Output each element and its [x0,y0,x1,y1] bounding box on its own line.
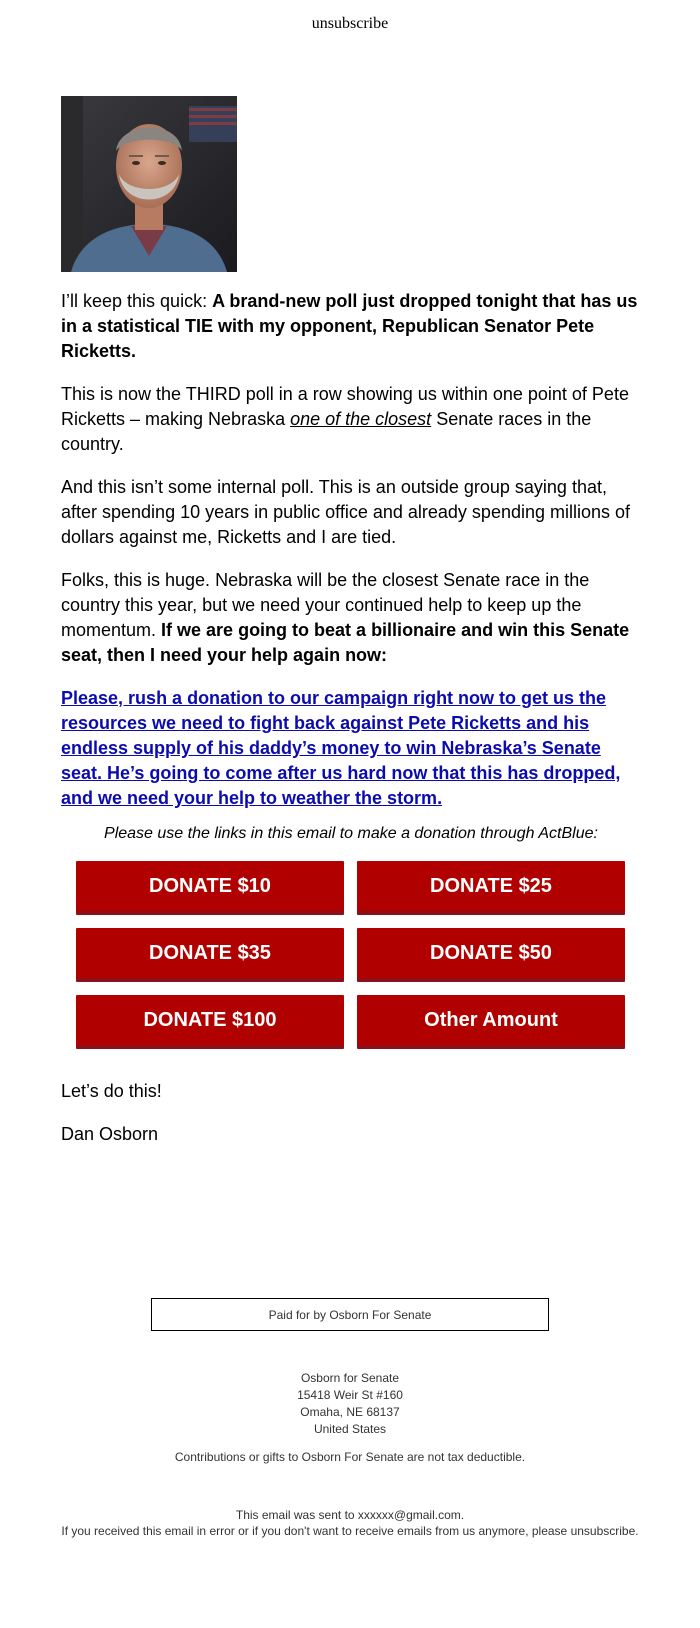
signature-name: Dan Osborn [61,1124,159,1144]
donate-25-button[interactable]: DONATE $25 [357,861,625,915]
donation-cta-link[interactable]: Please, rush a donation to our campaign right now to get us the resources we need to fight back against Pete Ricketts and his endless supply of his daddy’s money to win Nebraska’s Senate seat. He’s going to come after us hard now that this has dropped, and we need your help to weather the storm. [61,688,621,808]
sent-to-line: This email was sent to xxxxxx@gmail.com. [235,1508,465,1522]
candidate-photo [61,96,237,272]
unsubscribe-link-footer[interactable]: unsubscribe [570,1524,636,1538]
address-line: United States [313,1422,387,1436]
actblue-note: Please use the links in this email to make a donation through ActBlue: [104,825,598,842]
donate-50-button[interactable]: DONATE $50 [357,928,625,982]
donate-100-button[interactable]: DONATE $100 [76,995,344,1049]
mailing-address [0,1370,700,1438]
unsubscribe-link-top[interactable]: unsubscribe [311,15,389,32]
donate-button-grid [76,861,641,1049]
donate-other-amount-button[interactable]: Other Amount [357,995,625,1049]
outside-poll-paragraph: And this isn’t some internal poll. This is an outside group saying that, after spending 10 years in public office and already spending millions of dollars against me, Ricketts and I are tied. [61,477,631,547]
address-line: Omaha, NE 68137 [300,1405,400,1419]
donate-35-button[interactable]: DONATE $35 [76,928,344,982]
address-line: 15418 Weir St #160 [297,1388,403,1402]
recipient-email: xxxxxx@gmail.com [357,1508,461,1522]
donate-10-button[interactable]: DONATE $10 [76,861,344,915]
paid-for-disclaimer: Paid for by Osborn For Senate [151,1298,549,1331]
intro-paragraph: I’ll keep this quick: A brand-new poll just dropped tonight that has us in a statistical TIE with my opponent, Republican Senator Pete Ricketts. [61,291,638,361]
email-footer [0,1507,700,1539]
closest-race-emphasis: one of the closest [290,409,432,429]
poll-paragraph: This is now the THIRD poll in a row showing us within one point of Pete Ricketts – making Nebraska one of the closest Senate races in the country. [61,384,629,454]
tax-deductible-note: Contributions or gifts to Osborn For Senate are not tax deductible. [174,1450,526,1464]
closing-line: Let’s do this! [61,1081,162,1101]
email-body [61,96,641,1165]
address-line: Osborn for Senate [300,1371,400,1385]
error-note-line: If you received this email in error or if you don't want to receive emails from us anymore, please unsubscribe. [61,1524,639,1538]
momentum-paragraph: Folks, this is huge. Nebraska will be the closest Senate race in the country this year, but we need your continued help to keep up the momentum. If we are going to beat a billionaire and win this Senate seat, then I need your help again now: [61,570,630,665]
